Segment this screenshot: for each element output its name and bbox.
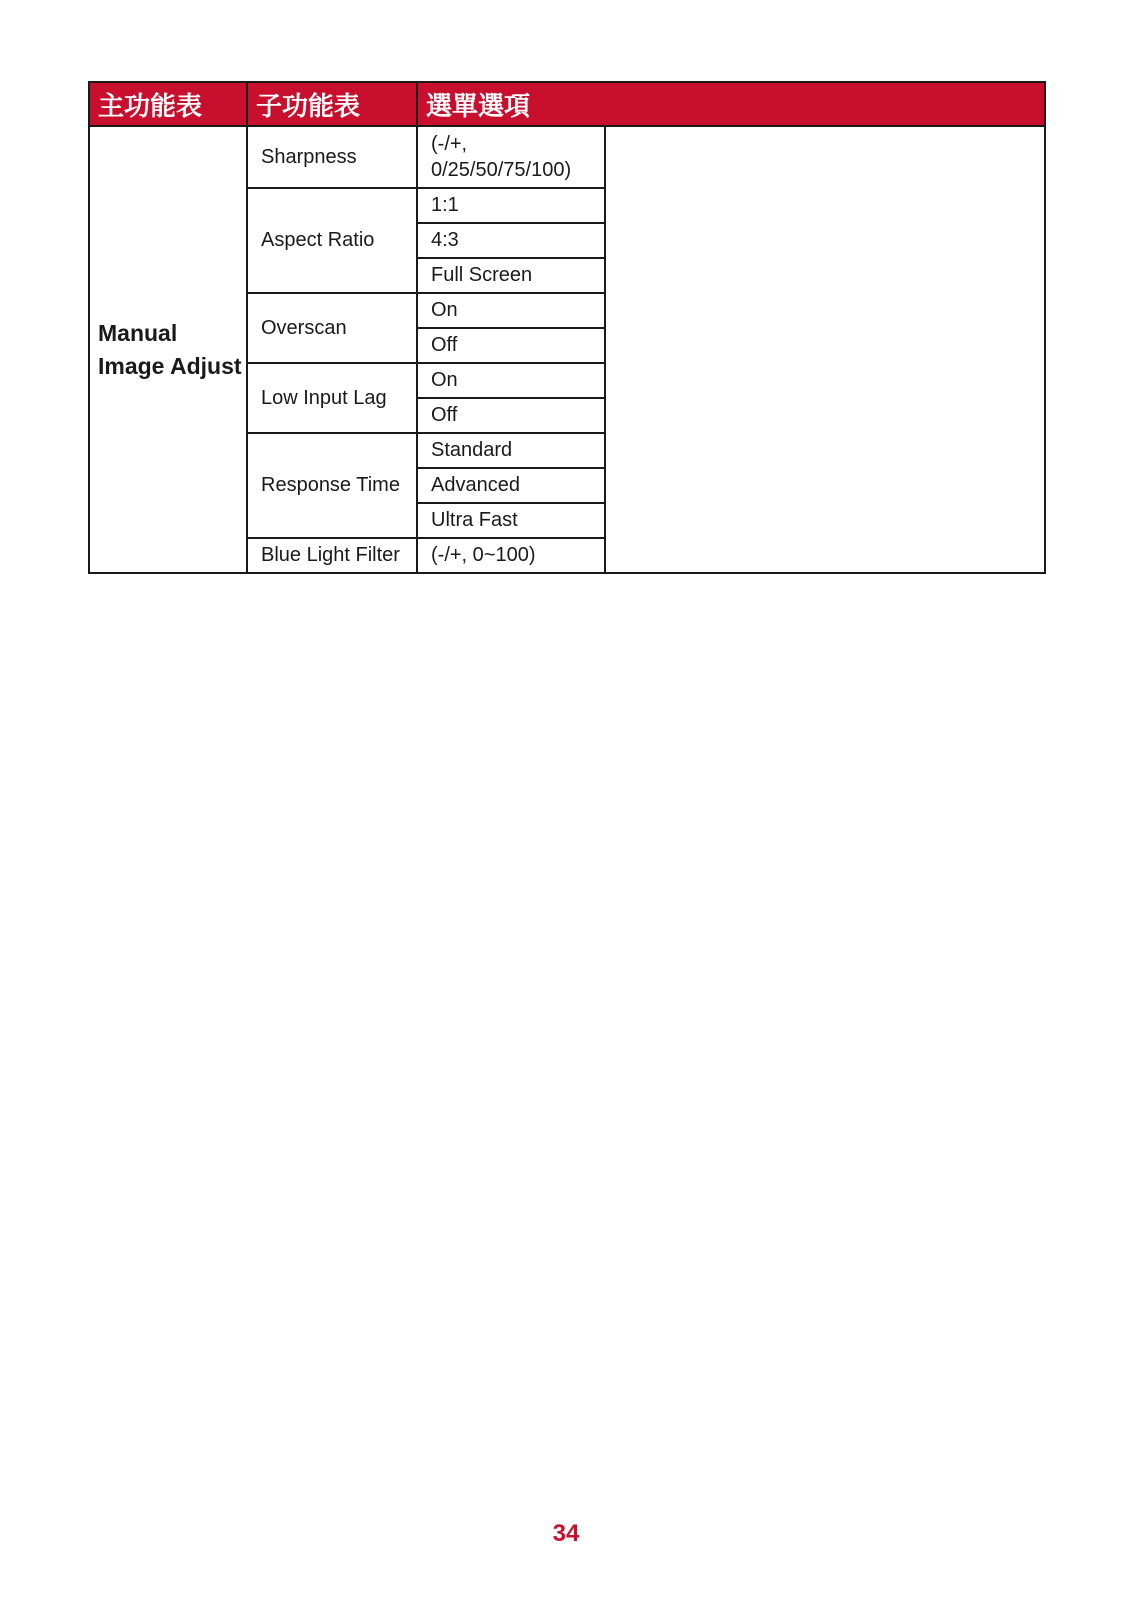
table-row bbox=[89, 126, 1045, 188]
header-menu-option: 選單選項 bbox=[417, 82, 1045, 126]
option-overscan-on: On bbox=[417, 293, 605, 328]
page-number: 34 bbox=[552, 1520, 580, 1547]
sub-menu-low-input-lag: Low Input Lag bbox=[247, 363, 417, 433]
main-menu-label-line2: Image Adjust bbox=[98, 352, 242, 379]
blank-column bbox=[605, 126, 1045, 573]
header-sub-menu: 子功能表 bbox=[247, 82, 417, 126]
option-aspect-1-1: 1:1 bbox=[417, 188, 605, 223]
sub-menu-response-time: Response Time bbox=[247, 433, 417, 538]
option-aspect-full-screen: Full Screen bbox=[417, 258, 605, 293]
option-aspect-4-3: 4:3 bbox=[417, 223, 605, 258]
sub-menu-blue-light-filter: Blue Light Filter bbox=[247, 538, 417, 573]
option-sharpness-line2: 0/25/50/75/100) bbox=[431, 159, 572, 181]
option-blue-light-filter: (-/+, 0~100) bbox=[417, 538, 605, 573]
sub-menu-overscan: Overscan bbox=[247, 293, 417, 363]
option-sharpness bbox=[417, 126, 605, 188]
header-main-menu: 主功能表 bbox=[89, 82, 247, 126]
option-low-input-lag-off: Off bbox=[417, 398, 605, 433]
option-response-ultra-fast: Ultra Fast bbox=[417, 503, 605, 538]
sub-menu-aspect-ratio: Aspect Ratio bbox=[247, 188, 417, 293]
osd-menu-table bbox=[88, 81, 1046, 574]
main-menu-label-line1: Manual bbox=[98, 319, 178, 346]
option-overscan-off: Off bbox=[417, 328, 605, 363]
option-low-input-lag-on: On bbox=[417, 363, 605, 398]
option-response-advanced: Advanced bbox=[417, 468, 605, 503]
table-header-row bbox=[89, 82, 1045, 126]
option-sharpness-line1: (-/+, bbox=[431, 133, 468, 155]
sub-menu-sharpness: Sharpness bbox=[247, 126, 417, 188]
main-menu-cell bbox=[89, 126, 247, 573]
option-response-standard: Standard bbox=[417, 433, 605, 468]
